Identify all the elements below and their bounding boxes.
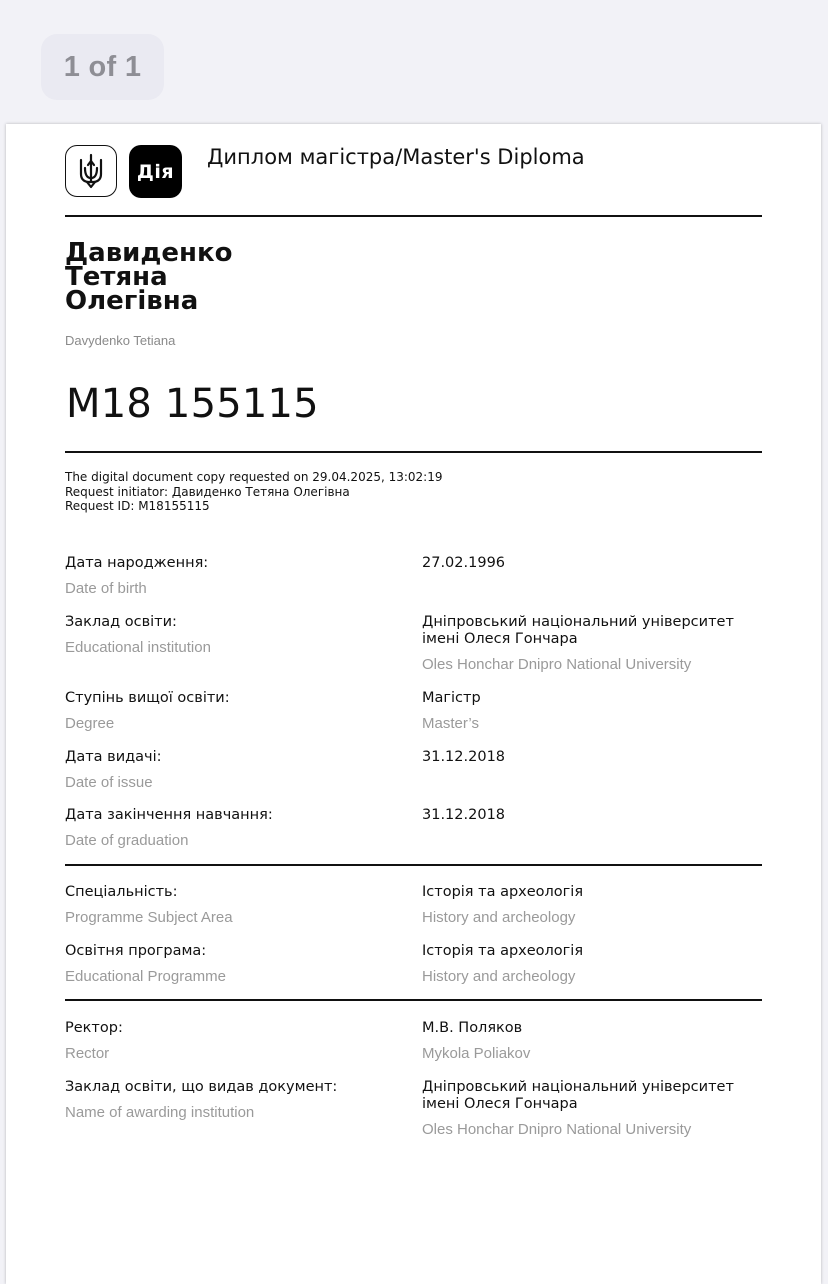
field-value: Дніпровський національний університет імені Олеся Гончара — [422, 614, 734, 647]
field-label: Ступінь вищої освіти: — [65, 690, 230, 706]
holder-name — [65, 238, 233, 316]
field-label: Ректор: — [65, 1020, 123, 1036]
field-value: Історія та археологія — [422, 943, 584, 959]
field-label: Заклад освіти: — [65, 614, 177, 630]
field-label-en: Educational Programme — [65, 968, 226, 985]
field-value-en: History and archeology — [422, 968, 576, 985]
field-value-en: Mykola Poliakov — [422, 1045, 531, 1062]
field-label: Дата народження: — [65, 555, 209, 571]
field-value: М.В. Поляков — [422, 1020, 523, 1036]
field-label-en: Rector — [65, 1045, 110, 1062]
field-label-en: Date of birth — [65, 580, 147, 597]
field-value: Дніпровський національний університет імені Олеся Гончара — [422, 1079, 734, 1112]
holder-latin-name: Davydenko Tetiana — [65, 333, 176, 348]
divider — [65, 864, 762, 866]
field-value-en: Oles Honchar Dnipro National University — [422, 656, 692, 673]
field-value: 31.12.2018 — [422, 749, 506, 765]
holder-surname: Давиденко — [65, 238, 233, 268]
request-info — [65, 470, 443, 514]
holder-first-name: Тетяна — [65, 262, 168, 292]
field-label: Освітня програма: — [65, 943, 207, 959]
field-value: Магістр — [422, 690, 481, 706]
document-header — [65, 145, 762, 205]
diia-logo: Дія — [129, 145, 182, 198]
field-label-en: Name of awarding institution — [65, 1104, 255, 1121]
page-indicator: 1 of 1 — [41, 34, 164, 100]
field-value-en: Oles Honchar Dnipro National University — [422, 1121, 692, 1138]
field-value: Історія та археологія — [422, 884, 584, 900]
document-number: M18 155115 — [66, 381, 319, 427]
request-id: Request ID: M18155115 — [65, 499, 210, 513]
coat-of-arms-icon — [65, 145, 117, 197]
field-label-en: Date of issue — [65, 774, 153, 791]
field-value-en: Master’s — [422, 715, 479, 732]
document-title: Диплом магістра/Master's Diploma — [207, 145, 585, 169]
document-page — [6, 124, 821, 1284]
field-label: Заклад освіти, що видав документ: — [65, 1079, 338, 1095]
divider — [65, 999, 762, 1001]
holder-patronymic: Олегівна — [65, 286, 199, 316]
field-label: Дата видачі: — [65, 749, 162, 765]
field-value: 27.02.1996 — [422, 555, 506, 571]
field-value: 31.12.2018 — [422, 807, 506, 823]
divider — [65, 451, 762, 453]
field-label: Дата закінчення навчання: — [65, 807, 273, 823]
request-initiator: Request initiator: Давиденко Тетяна Олегівна — [65, 484, 350, 499]
field-value-en: History and archeology — [422, 909, 576, 926]
field-label-en: Programme Subject Area — [65, 909, 233, 926]
request-date: The digital document copy requested on 29.04.2025, 13:02:19 — [65, 470, 443, 484]
field-label: Спеціальність: — [65, 884, 178, 900]
field-label-en: Date of graduation — [65, 832, 189, 849]
field-label-en: Educational institution — [65, 639, 211, 656]
divider — [65, 215, 762, 217]
field-label-en: Degree — [65, 715, 115, 732]
